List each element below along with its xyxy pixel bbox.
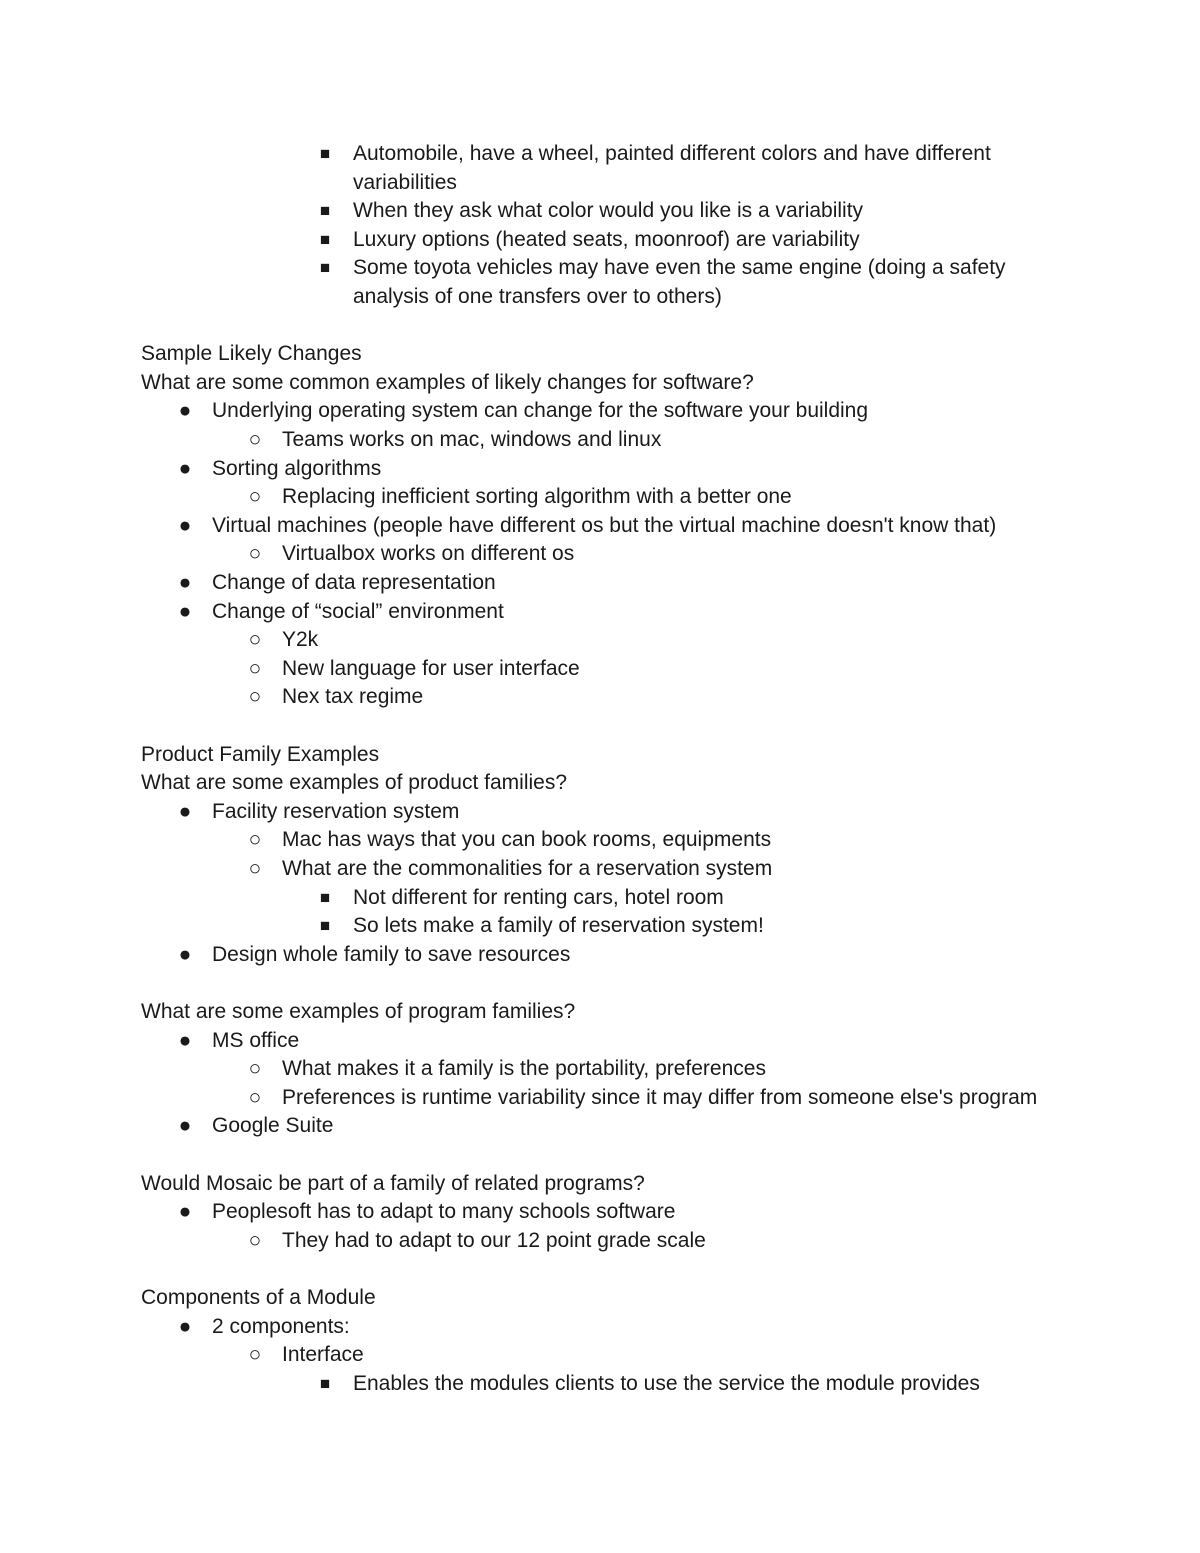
list-item-text: Peoplesoft has to adapt to many schools software xyxy=(212,1200,676,1224)
bullet-marker: ○ xyxy=(248,828,262,852)
bullet-marker: ● xyxy=(178,799,192,823)
list-item-text: Nex tax regime xyxy=(282,685,424,709)
bullet-marker: ○ xyxy=(248,428,262,451)
bullet-marker: ■ xyxy=(319,1373,331,1393)
list-item-text: Mac has ways that you can book rooms, equipments xyxy=(282,828,772,852)
list-item-text: Change of data representation xyxy=(212,571,496,594)
list-item-text: Not different for renting cars, hotel room xyxy=(353,885,724,909)
text-line: Product Family Examples xyxy=(141,742,380,766)
bullet-marker: ○ xyxy=(248,485,262,509)
bullet-marker: ● xyxy=(178,1028,192,1052)
list-item-text: Enables the modules clients to use the service the module provides xyxy=(353,1371,980,1395)
bullet-marker: ○ xyxy=(248,857,262,880)
bullet-marker: ■ xyxy=(319,887,331,907)
text-line: What are some examples of program families? xyxy=(141,1000,576,1023)
bullet-marker: ● xyxy=(178,942,192,966)
bullet-marker: ■ xyxy=(319,258,331,278)
list-item-text: MS office xyxy=(212,1028,300,1052)
list-item-text: So lets make a family of reservation system! xyxy=(353,914,764,938)
bullet-marker: ● xyxy=(178,513,192,537)
bullet-marker: ○ xyxy=(248,1228,262,1252)
list-item-text: Facility reservation system xyxy=(212,799,460,823)
list-item-text: analysis of one transfers over to others) xyxy=(353,285,722,308)
list-item-text: variabilities xyxy=(353,170,457,194)
bullet-marker: ○ xyxy=(248,542,262,566)
text-line: What are some common examples of likely changes for software? xyxy=(141,370,754,394)
list-item-text: Automobile, have a wheel, painted different colors and have different xyxy=(353,142,991,165)
list-item-text: Design whole family to save resources xyxy=(212,942,571,966)
bullet-marker: ○ xyxy=(248,1057,262,1081)
list-item-text: What are the commonalities for a reservation system xyxy=(282,857,773,880)
list-item-text: They had to adapt to our 12 point grade scale xyxy=(282,1228,706,1252)
bullet-marker: ■ xyxy=(319,229,331,249)
list-item-text: New language for user interface xyxy=(282,656,580,680)
list-item-text: Underlying operating system can change for the software your building xyxy=(212,399,869,423)
list-item-text: Google Suite xyxy=(212,1114,334,1138)
list-item-text: What makes it a family is the portability, preferences xyxy=(282,1057,766,1081)
bullet-marker: ● xyxy=(178,456,192,480)
list-item-text: Y2k xyxy=(282,628,319,652)
list-item-text: Virtual machines (people have different os but the virtual machine doesn't know that) xyxy=(212,513,997,537)
list-item-text: When they ask what color would you like is a variability xyxy=(353,199,864,223)
bullet-marker: ■ xyxy=(319,144,331,163)
bullet-marker: ○ xyxy=(248,1085,262,1109)
list-item-text: Luxury options (heated seats, moonroof) are variability xyxy=(353,227,860,251)
bullet-marker: ○ xyxy=(248,628,262,652)
bullet-marker: ● xyxy=(178,571,192,594)
bullet-marker: ○ xyxy=(248,656,262,680)
list-item-text: Sorting algorithms xyxy=(212,456,382,480)
text-line: Sample Likely Changes xyxy=(141,342,362,366)
list-item-text: Replacing inefficient sorting algorithm with a better one xyxy=(282,485,792,509)
list-item-text: Preferences is runtime variability since it may differ from someone else's program xyxy=(282,1085,1038,1109)
text-line: Would Mosaic be part of a family of related programs? xyxy=(141,1171,645,1195)
list-item-text: Interface xyxy=(282,1343,364,1367)
bullet-marker: ● xyxy=(178,1114,192,1138)
text-line: Components of a Module xyxy=(141,1286,376,1309)
list-item-text: Teams works on mac, windows and linux xyxy=(282,428,662,451)
bullet-marker: ■ xyxy=(319,916,331,936)
list-item-text: Some toyota vehicles may have even the same engine (doing a safety xyxy=(353,256,1006,280)
bullet-marker: ● xyxy=(178,599,192,623)
list-item-text: Virtualbox works on different os xyxy=(282,542,575,566)
text-line: What are some examples of product families? xyxy=(141,771,568,795)
bullet-marker: ■ xyxy=(319,201,331,221)
list-item-text: 2 components: xyxy=(212,1314,350,1338)
bullet-marker: ● xyxy=(178,399,192,423)
bullet-marker: ○ xyxy=(248,1343,262,1367)
bullet-marker: ● xyxy=(178,1200,192,1224)
list-item-text: Change of “social” environment xyxy=(212,599,504,623)
bullet-marker: ○ xyxy=(248,685,262,709)
bullet-marker: ● xyxy=(178,1314,192,1338)
